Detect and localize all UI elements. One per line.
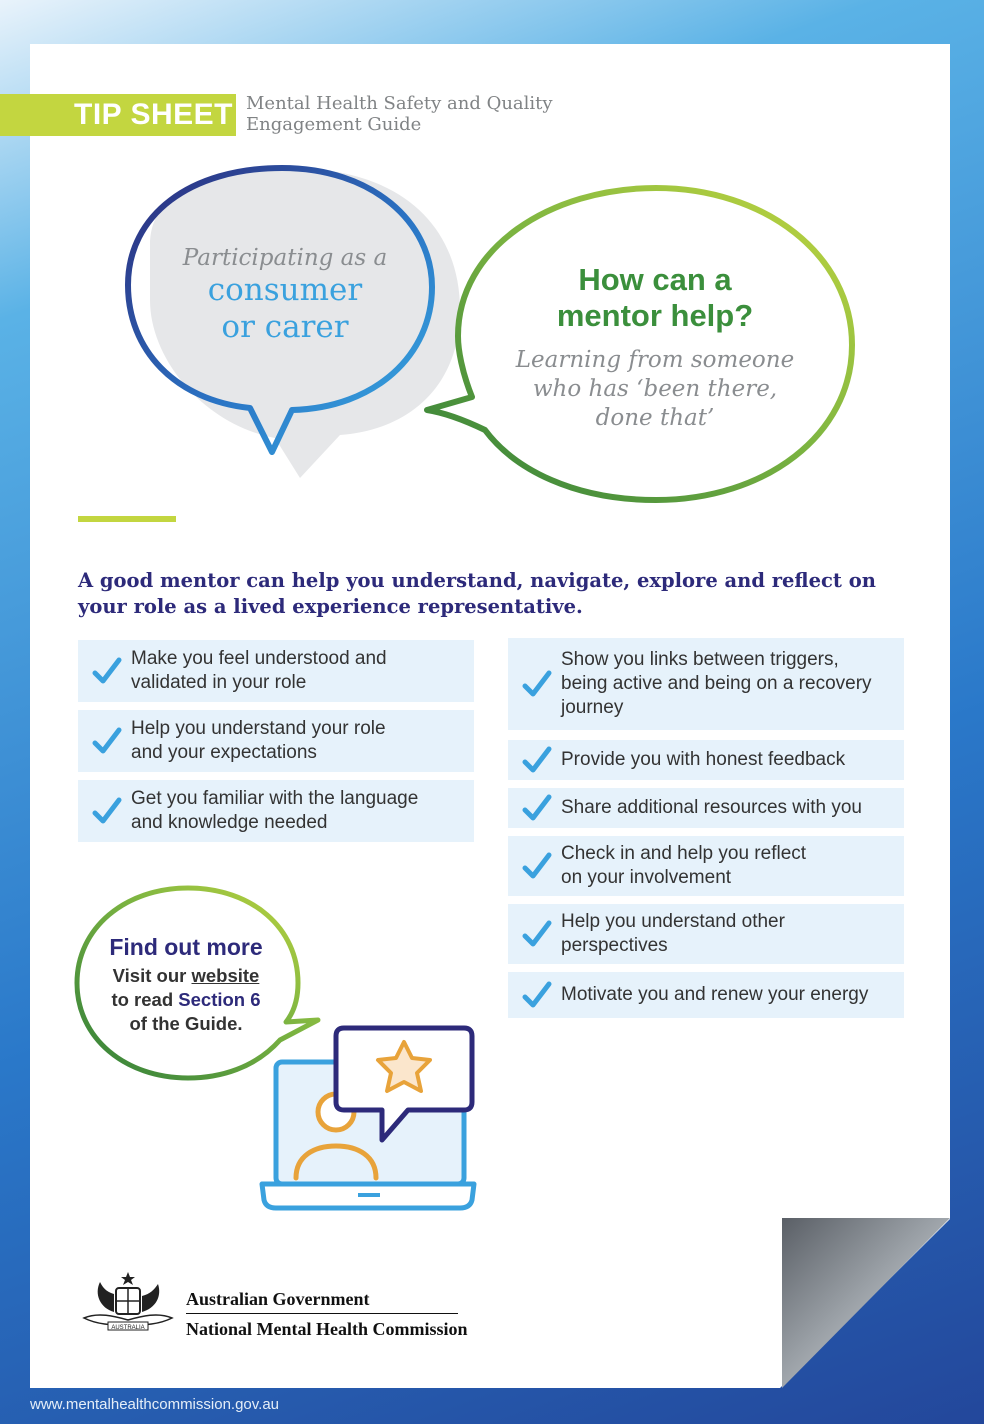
section-6-link: Section 6 (178, 989, 261, 1010)
mentor-subtitle: Learning from someone who has ‘been there, done that’ (515, 347, 795, 431)
list-item: Motivate you and renew your energy (508, 972, 904, 1018)
list-item: Get you familiar with the language and knowledge needed (78, 780, 474, 842)
bubble-consumer: consumer (207, 272, 363, 308)
list-item: Provide you with honest feedback (508, 740, 904, 780)
mentor-title: How can a mentor help? (556, 262, 754, 333)
footer-url[interactable]: www.mentalhealthcommission.gov.au (30, 1396, 280, 1413)
list-item: Share additional resources with you (508, 788, 904, 828)
list-item: Help you understand other perspectives (508, 904, 904, 964)
list-item: Help you understand your role and your expectations (78, 710, 474, 772)
coat-of-arms-icon (78, 1268, 178, 1340)
website-link[interactable]: website (191, 965, 260, 986)
list-item: Check in and help you reflect on your involvement (508, 836, 904, 896)
logo-divider (186, 1313, 458, 1314)
find-out-more-text: Find out more Visit our website to read Section 6 of the Guide. (96, 932, 276, 1036)
list-item: Make you feel understood and validated in your role (78, 640, 474, 702)
guide-title: Mental Health Safety and Quality Engagement Guide (246, 93, 553, 135)
svg-text:AUSTRALIA: AUSTRALIA (111, 1325, 145, 1331)
tip-sheet-label: TIP SHEET (74, 98, 233, 131)
find-out-more-title: Find out more (109, 934, 263, 960)
commission-name: National Mental Health Commission (186, 1319, 468, 1339)
bubble-pre-text: Participating as a (182, 245, 388, 271)
bubble-carer: or carer (221, 309, 349, 345)
australian-government: Australian Government (186, 1289, 370, 1309)
intro-paragraph: A good mentor can help you understand, navigate, explore and reflect on your role as a lived experience representative. (78, 569, 876, 618)
list-item: Show you links between triggers, being active and being on a recovery journey (508, 638, 904, 730)
